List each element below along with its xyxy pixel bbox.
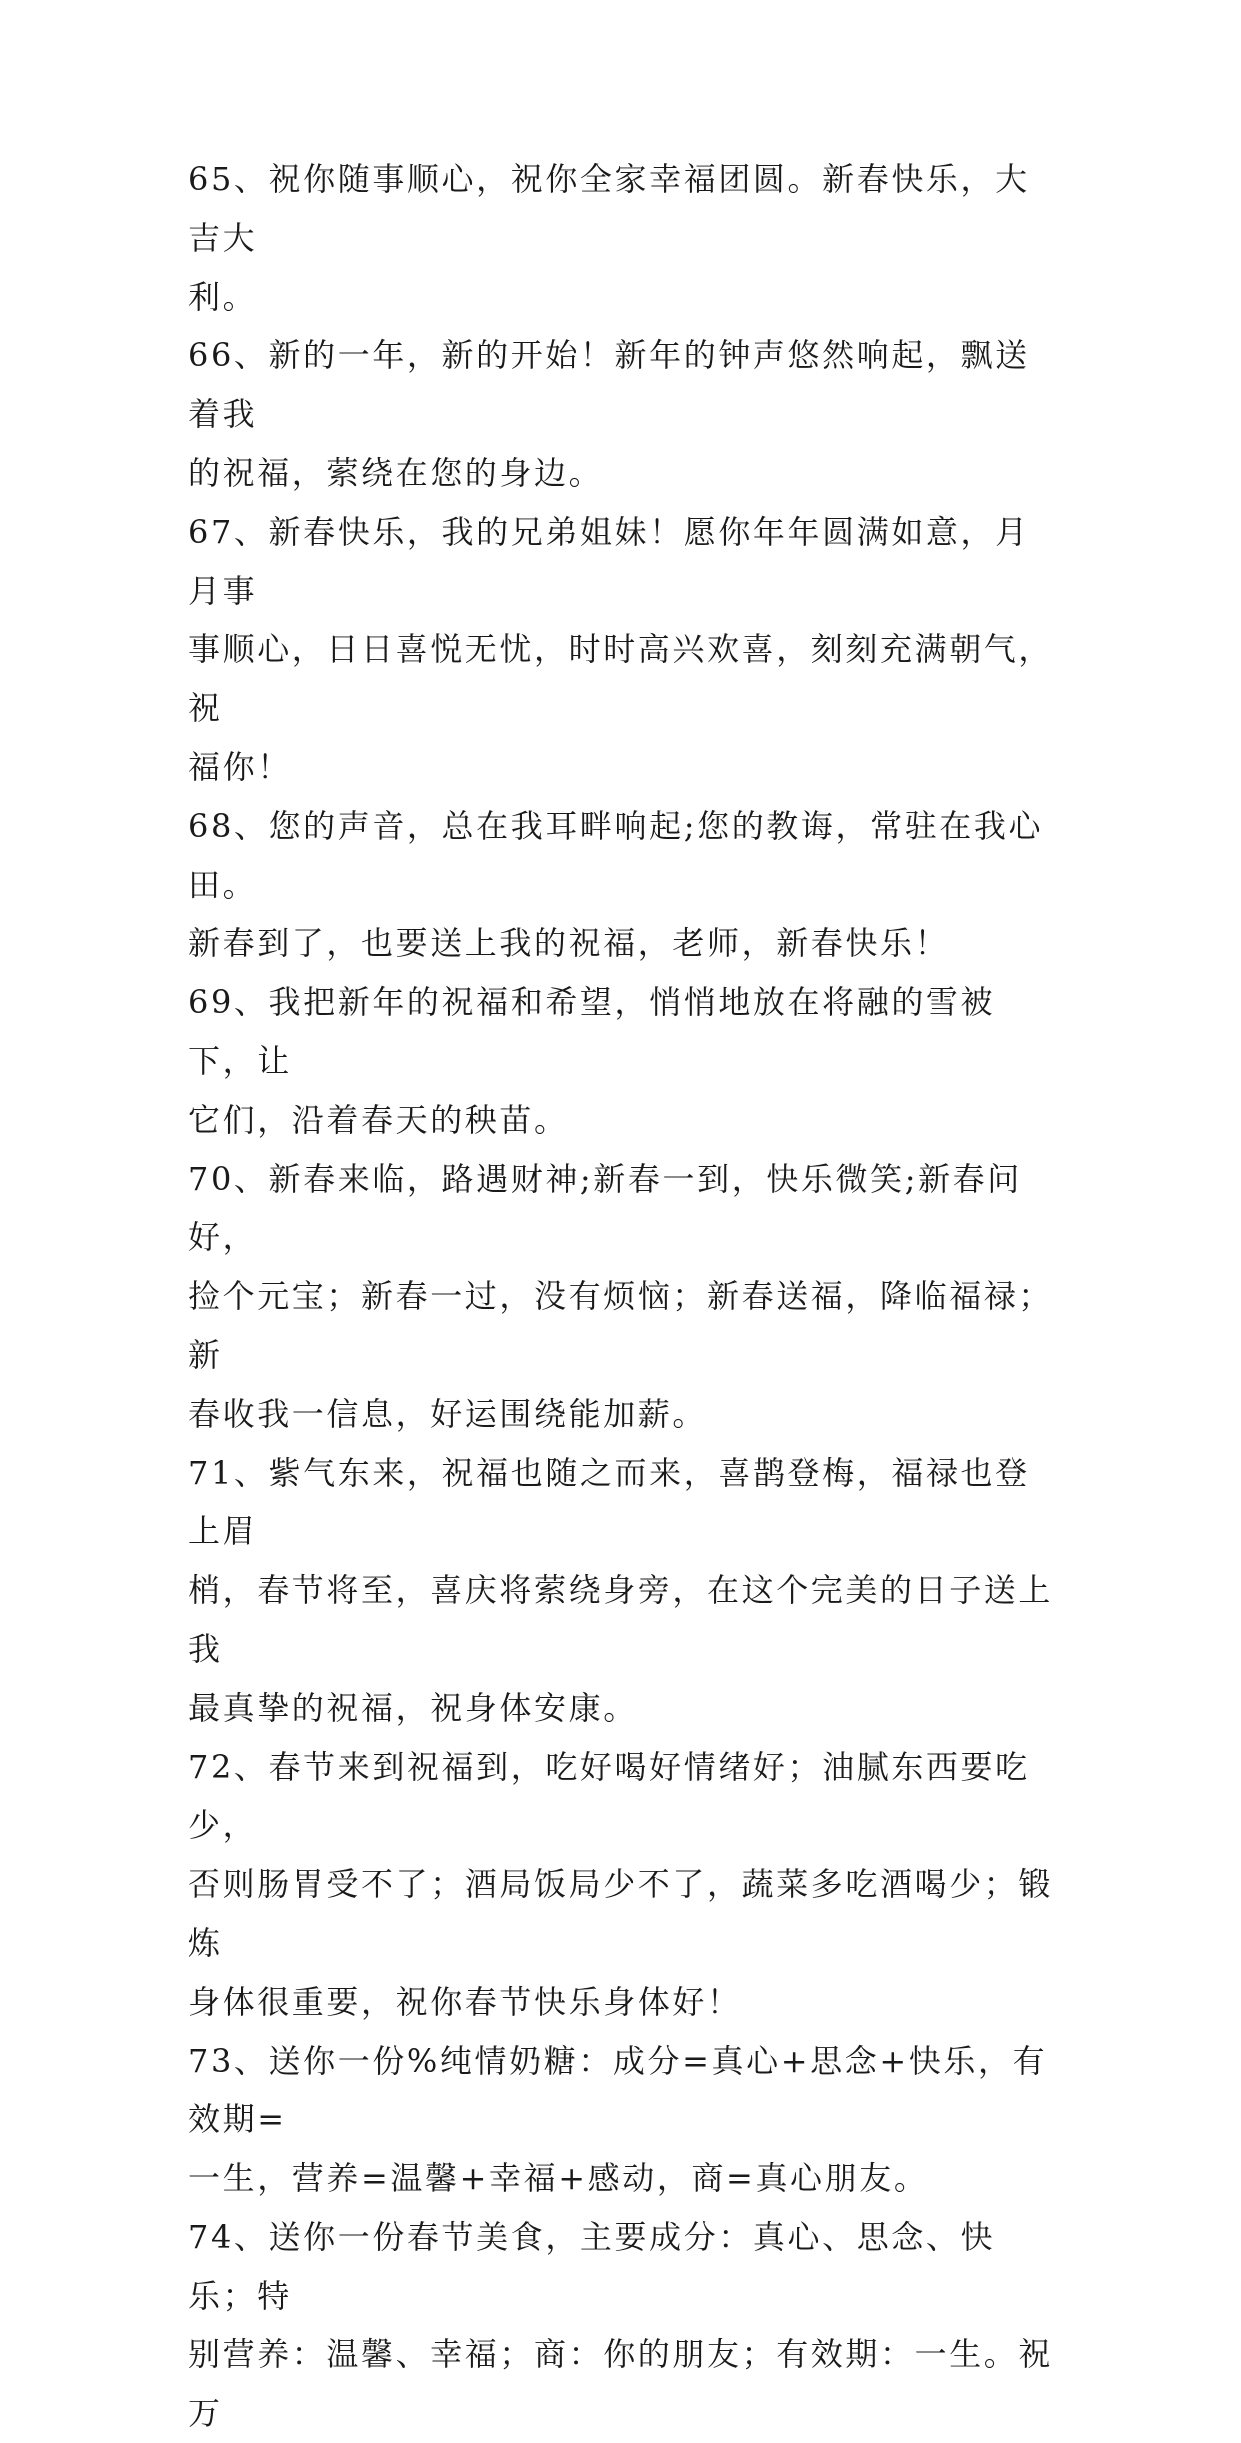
paragraph-70: 70、新春来临，路遇财神;新春一到，快乐微笑;新春问好， 捡个元宝；新春一过，没有烦恼；新春送福，降临福禄；新 春收我一信息，好运围绕能加薪。	[188, 1159, 1054, 1433]
document-body	[188, 150, 1058, 2443]
paragraph-65: 65、祝你随事顺心，祝你全家幸福团圆。新春快乐，大吉大 利。	[188, 160, 1030, 316]
paragraph-73: 73、送你一份%纯情奶糖：成分=真心+思念+快乐，有效期= 一生，营养=温馨+幸福+感动，商=真心朋友。	[188, 2041, 1048, 2198]
paragraph-69: 69、我把新年的祝福和希望，悄悄地放在将融的雪被下，让 它们，沿着春天的秧苗。	[188, 983, 996, 1139]
paragraph-66: 66、新的一年，新的开始！新年的钟声悠然响起，飘送着我 的祝福，萦绕在您的身边。	[188, 336, 1030, 492]
paragraph-68: 68、您的声音，总在我耳畔响起;您的教诲，常驻在我心田。 新春到了，也要送上我的祝福，老师，新春快乐！	[188, 806, 1044, 963]
paragraph-67: 67、新春快乐，我的兄弟姐妹！愿你年年圆满如意，月月事 事顺心，日日喜悦无忧，时时高兴欢喜，刻刻充满朝气，祝 福你！	[188, 512, 1054, 786]
paragraph-71: 71、紫气东来，祝福也随之而来，喜鹊登梅，福禄也登上眉 梢，春节将至，喜庆将萦绕身旁，在这个完美的日子送上我 最真挚的祝福，祝身体安康。	[188, 1453, 1054, 1727]
paragraph-74: 74、送你一份春节美食，主要成分：真心、思念、快乐；特 别营养：温馨、幸福；商：你的朋友；有效期：一生。祝万	[188, 2217, 1054, 2433]
paragraph-72: 72、春节来到祝福到，吃好喝好情绪好；油腻东西要吃少， 否则肠胃受不了；酒局饭局少不了，蔬菜多吃酒喝少；锻炼 身体很重要，祝你春节快乐身体好！	[188, 1747, 1054, 2021]
